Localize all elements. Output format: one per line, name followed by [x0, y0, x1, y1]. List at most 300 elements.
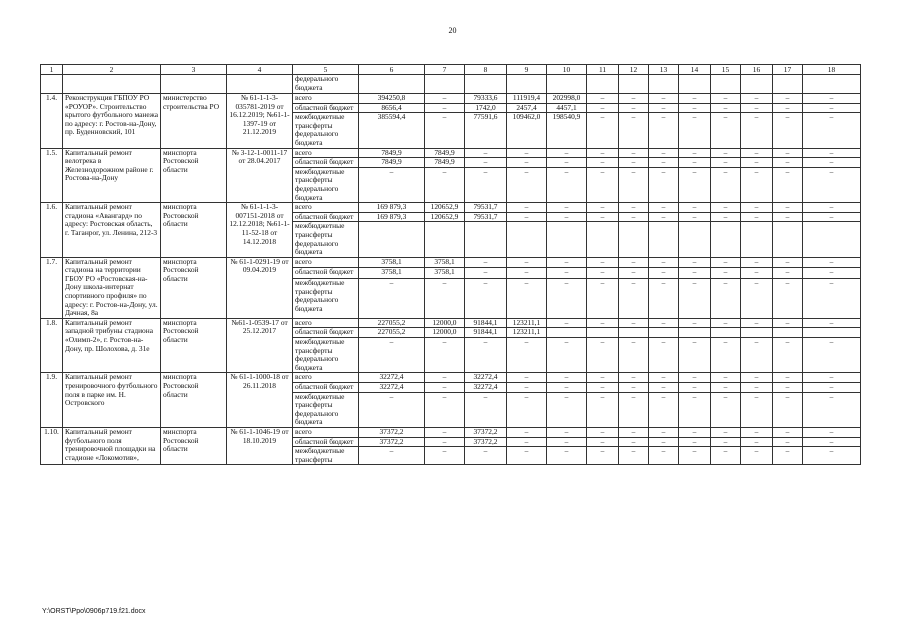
value-cell: –	[803, 113, 861, 148]
funding-type: межбюджетные трансферты федерального бюджета	[293, 392, 359, 427]
value-cell: –	[619, 338, 649, 373]
continuation-cell	[711, 75, 741, 94]
value-cell	[587, 222, 619, 257]
document-ref: № 61-1-1046-19 от 18.10.2019	[227, 427, 293, 464]
funding-type: межбюджетные трансферты федерального бюджета	[293, 167, 359, 202]
table-row	[41, 148, 861, 158]
value-cell: –	[773, 268, 803, 279]
value-cell: –	[679, 392, 711, 427]
continuation-type: федерального бюджета	[293, 75, 359, 94]
funding-type: всего	[293, 318, 359, 328]
value-cell: –	[507, 212, 547, 222]
value-cell	[649, 222, 679, 257]
value-cell: –	[619, 167, 649, 202]
value-cell: –	[711, 113, 741, 148]
value-cell: –	[547, 148, 587, 158]
value-cell: –	[619, 437, 649, 447]
value-cell: –	[741, 279, 773, 319]
value-cell	[773, 222, 803, 257]
value-cell: –	[711, 338, 741, 373]
row-number: 1.4.	[41, 94, 63, 149]
value-cell: –	[711, 437, 741, 447]
value-cell: –	[773, 392, 803, 427]
value-cell: –	[711, 392, 741, 427]
value-cell: –	[803, 338, 861, 373]
value-cell: –	[679, 383, 711, 393]
value-cell: –	[679, 103, 711, 113]
header-col-11: 11	[587, 65, 619, 75]
value-cell: –	[547, 318, 587, 328]
value-cell: –	[587, 212, 619, 222]
value-cell: 37372,2	[359, 437, 425, 447]
value-cell: –	[741, 257, 773, 268]
object-name: Капитальный ремонт футбольного поля тренировочной площадки на стадионе «Локомотив»,	[63, 427, 161, 464]
value-cell: 394250,8	[359, 94, 425, 104]
object-name: Капитальный ремонт стадиона «Авангард» по адресу: Ростовская область, г. Таганрог, ул. Ленина, 212-3	[63, 203, 161, 258]
value-cell: –	[465, 447, 507, 465]
header-col-12: 12	[619, 65, 649, 75]
value-cell: –	[547, 427, 587, 437]
value-cell: –	[619, 383, 649, 393]
value-cell: –	[679, 318, 711, 328]
value-cell: –	[465, 167, 507, 202]
value-cell: –	[803, 373, 861, 383]
value-cell: –	[425, 113, 465, 148]
value-cell: –	[587, 447, 619, 465]
value-cell: 120652,9	[425, 203, 465, 213]
value-cell: –	[679, 427, 711, 437]
value-cell: 227055,2	[359, 328, 425, 338]
value-cell: 77591,6	[465, 113, 507, 148]
value-cell	[711, 222, 741, 257]
value-cell: –	[425, 447, 465, 465]
funding-type: областной бюджет	[293, 328, 359, 338]
value-cell	[507, 222, 547, 257]
value-cell	[547, 222, 587, 257]
value-cell: –	[619, 257, 649, 268]
funding-type: всего	[293, 373, 359, 383]
value-cell	[359, 222, 425, 257]
header-col-4: 4	[227, 65, 293, 75]
value-cell: –	[619, 318, 649, 328]
value-cell: –	[803, 447, 861, 465]
value-cell: –	[465, 148, 507, 158]
value-cell: 12000,0	[425, 328, 465, 338]
value-cell: –	[803, 257, 861, 268]
funding-type: всего	[293, 94, 359, 104]
value-cell: –	[803, 437, 861, 447]
value-cell	[587, 328, 619, 338]
value-cell: –	[679, 167, 711, 202]
funding-type: всего	[293, 257, 359, 268]
value-cell: –	[619, 103, 649, 113]
value-cell: 227055,2	[359, 318, 425, 328]
value-cell: –	[587, 167, 619, 202]
value-cell: –	[359, 392, 425, 427]
executor-name: минспорта Ростовской области	[161, 373, 227, 428]
value-cell: 3758,1	[425, 257, 465, 268]
document-ref: № 61-1-0291-19 от 09.04.2019	[227, 257, 293, 318]
header-col-14: 14	[679, 65, 711, 75]
value-cell: –	[711, 447, 741, 465]
funding-type: областной бюджет	[293, 103, 359, 113]
value-cell: –	[587, 338, 619, 373]
continuation-cell	[803, 75, 861, 94]
value-cell: 32272,4	[359, 383, 425, 393]
value-cell: –	[803, 383, 861, 393]
funding-type: всего	[293, 427, 359, 437]
continuation-cell	[587, 75, 619, 94]
continuation-cell	[465, 75, 507, 94]
continuation-cell	[425, 75, 465, 94]
table-row	[41, 318, 861, 328]
value-cell: –	[425, 392, 465, 427]
value-cell: –	[773, 257, 803, 268]
value-cell: –	[547, 338, 587, 373]
value-cell: –	[741, 158, 773, 168]
value-cell: –	[649, 437, 679, 447]
row-number: 1.6.	[41, 203, 63, 258]
value-cell: 37372,2	[465, 437, 507, 447]
value-cell: –	[649, 257, 679, 268]
value-cell: –	[741, 373, 773, 383]
value-cell: –	[587, 279, 619, 319]
value-cell: –	[741, 212, 773, 222]
value-cell: –	[649, 148, 679, 158]
value-cell: –	[773, 167, 803, 202]
value-cell: –	[619, 268, 649, 279]
value-cell: –	[741, 447, 773, 465]
value-cell: –	[587, 383, 619, 393]
value-cell: 32272,4	[465, 373, 507, 383]
value-cell: –	[547, 268, 587, 279]
value-cell: –	[679, 257, 711, 268]
value-cell: –	[649, 318, 679, 328]
value-cell: –	[679, 212, 711, 222]
row-number: 1.7.	[41, 257, 63, 318]
row-number: 1.8.	[41, 318, 63, 373]
value-cell: –	[803, 158, 861, 168]
header-col-2: 2	[63, 65, 161, 75]
header-col-18: 18	[803, 65, 861, 75]
value-cell: –	[711, 212, 741, 222]
value-cell: –	[425, 437, 465, 447]
value-cell: –	[803, 279, 861, 319]
value-cell: 198540,9	[547, 113, 587, 148]
value-cell: –	[711, 167, 741, 202]
value-cell	[547, 328, 587, 338]
document-ref: № 3-12-1-0011-17 от 28.04.2017	[227, 148, 293, 203]
value-cell: –	[619, 94, 649, 104]
value-cell: –	[619, 212, 649, 222]
document-ref: № 61-1-1000-18 от 26.11.2018	[227, 373, 293, 428]
value-cell: –	[507, 148, 547, 158]
value-cell: –	[741, 427, 773, 437]
value-cell: –	[679, 94, 711, 104]
header-col-13: 13	[649, 65, 679, 75]
executor-name: минспорта Ростовской области	[161, 257, 227, 318]
value-cell: –	[649, 212, 679, 222]
value-cell: –	[425, 383, 465, 393]
value-cell: 385594,4	[359, 113, 425, 148]
value-cell: –	[679, 447, 711, 465]
document-ref: № 61-1-1-3-035781-2019 от 16.12.2019; №61-1-1397-19 от 21.12.2019	[227, 94, 293, 149]
value-cell: –	[773, 427, 803, 437]
value-cell: –	[803, 268, 861, 279]
continuation-cell	[507, 75, 547, 94]
value-cell: –	[359, 447, 425, 465]
row-number: 1.5.	[41, 148, 63, 203]
value-cell: –	[773, 94, 803, 104]
value-cell: –	[547, 383, 587, 393]
value-cell: –	[711, 279, 741, 319]
value-cell: –	[711, 257, 741, 268]
value-cell: –	[359, 167, 425, 202]
document-ref: № 61-1-1-3-007151-2018 от 12.12.2018; №61-1-11-52-18 от 14.12.2018	[227, 203, 293, 258]
value-cell	[649, 328, 679, 338]
value-cell: –	[587, 392, 619, 427]
value-cell: –	[547, 279, 587, 319]
value-cell	[803, 328, 861, 338]
value-cell: –	[711, 268, 741, 279]
value-cell: –	[711, 373, 741, 383]
table-row	[41, 203, 861, 213]
value-cell: –	[773, 203, 803, 213]
funding-type: межбюджетные трансферты	[293, 447, 359, 465]
value-cell: –	[587, 94, 619, 104]
funding-type: областной бюджет	[293, 212, 359, 222]
executor-name: минспорта Ростовской области	[161, 148, 227, 203]
value-cell: –	[619, 203, 649, 213]
value-cell	[679, 222, 711, 257]
value-cell: –	[507, 158, 547, 168]
value-cell: –	[587, 268, 619, 279]
value-cell: –	[679, 338, 711, 373]
value-cell: 12000,0	[425, 318, 465, 328]
value-cell: –	[547, 392, 587, 427]
value-cell: –	[425, 279, 465, 319]
value-cell: –	[619, 148, 649, 158]
value-cell: –	[507, 268, 547, 279]
value-cell: –	[359, 279, 425, 319]
value-cell: 4457,1	[547, 103, 587, 113]
value-cell: –	[803, 427, 861, 437]
value-cell: –	[649, 268, 679, 279]
value-cell: 109462,0	[507, 113, 547, 148]
header-col-5: 5	[293, 65, 359, 75]
object-name: Капитальный ремонт стадиона на территории ГБОУ РО «Ростовская-на-Дону школа-интернат спортивного профиля» по адресу: г. Ростов-на-Дону, ул. Дачная, 8а	[63, 257, 161, 318]
value-cell: –	[547, 437, 587, 447]
value-cell: 37372,2	[359, 427, 425, 437]
continuation-cell	[773, 75, 803, 94]
page-number: 20	[448, 26, 457, 35]
value-cell: –	[803, 103, 861, 113]
value-cell: 123211,1	[507, 328, 547, 338]
value-cell: –	[649, 427, 679, 437]
table-row	[41, 94, 861, 104]
value-cell: 7849,9	[359, 148, 425, 158]
value-cell: –	[587, 373, 619, 383]
value-cell: 91844,1	[465, 328, 507, 338]
value-cell: –	[507, 437, 547, 447]
value-cell: –	[711, 148, 741, 158]
value-cell: –	[741, 167, 773, 202]
value-cell: –	[547, 203, 587, 213]
value-cell	[773, 328, 803, 338]
value-cell: –	[547, 373, 587, 383]
object-name: Капитальный ремонт тренировочного футбольного поля в парке им. Н. Островского	[63, 373, 161, 428]
funding-type: всего	[293, 148, 359, 158]
value-cell: –	[587, 318, 619, 328]
value-cell: –	[507, 338, 547, 373]
value-cell: –	[741, 94, 773, 104]
header-col-7: 7	[425, 65, 465, 75]
value-cell: –	[679, 148, 711, 158]
value-cell: 91844,1	[465, 318, 507, 328]
value-cell: –	[425, 167, 465, 202]
object-name: Реконструкция ГБПОУ РО «РОУОР». Строительство крытого футбольного манежа по адресу: г. Ростов-на-Дону, пр. Буденновский, 101	[63, 94, 161, 149]
executor-name: минспорта Ростовской области	[161, 318, 227, 373]
continuation-cell	[741, 75, 773, 94]
value-cell: –	[619, 158, 649, 168]
executor-name: министерство строительства РО	[161, 94, 227, 149]
value-cell: 79531,7	[465, 203, 507, 213]
continuation-cell	[547, 75, 587, 94]
continuation-cell	[227, 75, 293, 94]
value-cell	[711, 328, 741, 338]
value-cell: –	[773, 148, 803, 158]
value-cell: 79333,6	[465, 94, 507, 104]
value-cell: –	[619, 447, 649, 465]
value-cell: –	[741, 113, 773, 148]
value-cell: –	[773, 212, 803, 222]
header-col-9: 9	[507, 65, 547, 75]
value-cell: –	[425, 103, 465, 113]
value-cell: 1742,0	[465, 103, 507, 113]
value-cell: –	[741, 338, 773, 373]
value-cell: –	[507, 167, 547, 202]
row-number: 1.9.	[41, 373, 63, 428]
value-cell: –	[773, 373, 803, 383]
value-cell: –	[507, 427, 547, 437]
funding-type: межбюджетные трансферты федерального бюджета	[293, 338, 359, 373]
value-cell: –	[587, 158, 619, 168]
header-col-3: 3	[161, 65, 227, 75]
value-cell: –	[741, 437, 773, 447]
value-cell: –	[803, 148, 861, 158]
file-path-footer: Y:\ORST\Ppo\0906p719.f21.docx	[42, 608, 146, 615]
value-cell: 32272,4	[359, 373, 425, 383]
value-cell: –	[619, 392, 649, 427]
value-cell: –	[773, 447, 803, 465]
value-cell: 37372,2	[465, 427, 507, 437]
value-cell: –	[587, 257, 619, 268]
value-cell: –	[741, 148, 773, 158]
value-cell: –	[711, 103, 741, 113]
value-cell: –	[649, 447, 679, 465]
value-cell	[619, 222, 649, 257]
value-cell: –	[679, 279, 711, 319]
value-cell	[741, 222, 773, 257]
table-row	[41, 427, 861, 437]
header-col-1: 1	[41, 65, 63, 75]
continuation-cell	[619, 75, 649, 94]
continuation-cell	[63, 75, 161, 94]
value-cell: –	[465, 158, 507, 168]
value-cell: –	[679, 437, 711, 447]
budget-table	[40, 64, 861, 465]
value-cell: –	[465, 392, 507, 427]
value-cell: 120652,9	[425, 212, 465, 222]
header-col-17: 17	[773, 65, 803, 75]
value-cell: –	[465, 279, 507, 319]
funding-type: межбюджетные трансферты федерального бюджета	[293, 222, 359, 257]
value-cell: –	[649, 373, 679, 383]
row-number: 1.10.	[41, 427, 63, 464]
value-cell: –	[649, 203, 679, 213]
executor-name: минспорта Ростовской области	[161, 427, 227, 464]
value-cell	[803, 222, 861, 257]
value-cell: –	[711, 318, 741, 328]
value-cell: –	[507, 447, 547, 465]
value-cell: –	[465, 338, 507, 373]
value-cell: –	[773, 158, 803, 168]
value-cell: –	[649, 103, 679, 113]
value-cell: –	[649, 338, 679, 373]
value-cell: –	[773, 318, 803, 328]
value-cell: –	[587, 203, 619, 213]
value-cell: –	[507, 257, 547, 268]
value-cell: –	[547, 158, 587, 168]
funding-type: межбюджетные трансферты федерального бюджета	[293, 279, 359, 319]
value-cell: –	[741, 103, 773, 113]
continuation-cell	[679, 75, 711, 94]
value-cell: –	[465, 268, 507, 279]
value-cell: 123211,1	[507, 318, 547, 328]
value-cell: –	[711, 383, 741, 393]
table-row	[41, 257, 861, 268]
value-cell: 32272,4	[465, 383, 507, 393]
value-cell: –	[507, 373, 547, 383]
value-cell: –	[649, 94, 679, 104]
value-cell: –	[773, 113, 803, 148]
value-cell: –	[773, 279, 803, 319]
value-cell: –	[547, 447, 587, 465]
value-cell: –	[773, 383, 803, 393]
value-cell: –	[803, 94, 861, 104]
value-cell: –	[425, 373, 465, 383]
funding-type: областной бюджет	[293, 158, 359, 168]
value-cell	[679, 328, 711, 338]
value-cell: –	[619, 279, 649, 319]
value-cell: –	[547, 212, 587, 222]
value-cell: –	[711, 203, 741, 213]
value-cell: –	[741, 392, 773, 427]
header-row	[41, 65, 861, 75]
continuation-cell	[649, 75, 679, 94]
value-cell: 3758,1	[359, 257, 425, 268]
value-cell: 202998,0	[547, 94, 587, 104]
value-cell: –	[773, 103, 803, 113]
value-cell: –	[507, 392, 547, 427]
value-cell: –	[619, 427, 649, 437]
value-cell: –	[741, 268, 773, 279]
value-cell	[741, 328, 773, 338]
continuation-cell	[161, 75, 227, 94]
funding-type: областной бюджет	[293, 383, 359, 393]
value-cell: –	[679, 268, 711, 279]
value-cell: 7849,9	[359, 158, 425, 168]
